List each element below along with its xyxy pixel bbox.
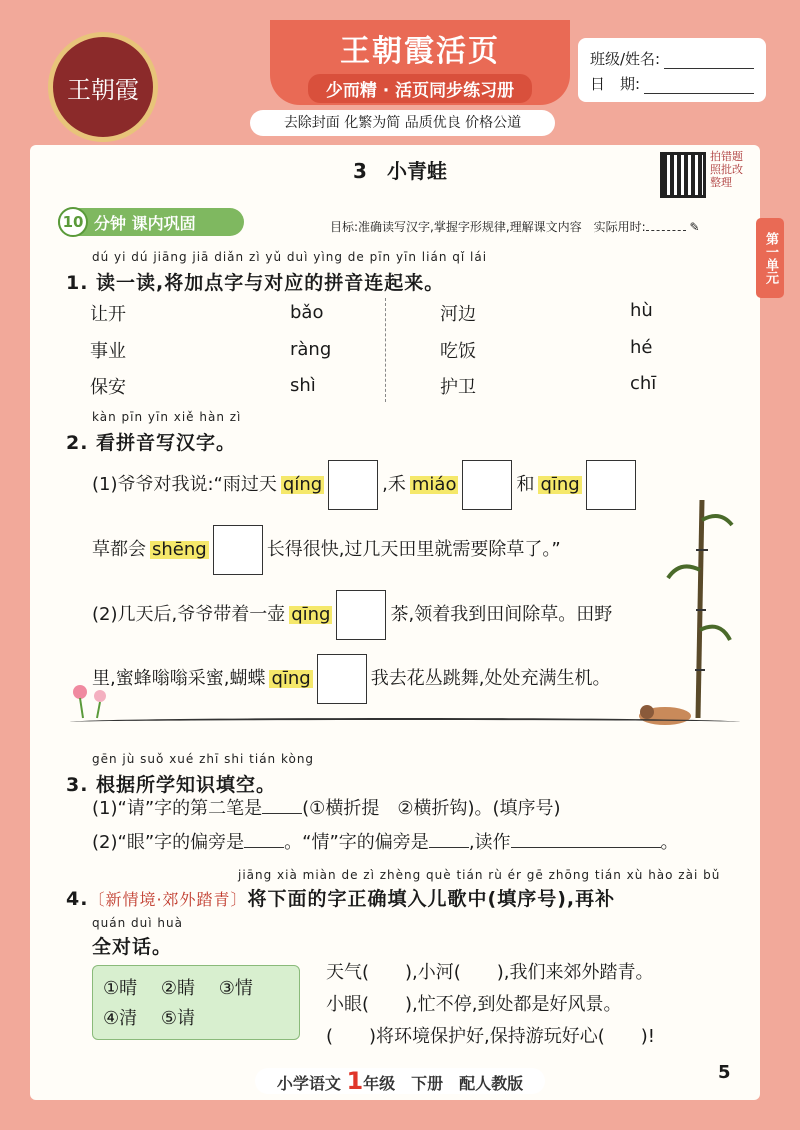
q1-right-pinyin: hù [630, 300, 653, 321]
ground-line [70, 718, 740, 726]
q4-pinyin: jiāng xià miàn de zì zhèng què tián rù ér gē zhōng tián xù hào zài bǔ [238, 868, 721, 882]
q4-option: ④清 [103, 1008, 138, 1029]
q1-right-word: 吃饭 [440, 341, 476, 362]
q2-line-4 [92, 652, 610, 706]
q2-l1b: ,禾 [382, 474, 406, 495]
q2-answer-box[interactable] [328, 460, 378, 510]
q2-answer-box[interactable] [462, 460, 512, 510]
q2-pinyin: kàn pīn yīn xiě hàn zì [92, 410, 242, 424]
section-badge [58, 208, 244, 236]
q2-pinyin-hint: qīng [291, 604, 331, 625]
q1-left-word: 事业 [90, 341, 126, 362]
q4-number: 4. [66, 888, 89, 910]
q1-left-pinyin: ràng [290, 339, 332, 360]
q1-right-pinyin: chī [630, 373, 657, 394]
q4-pinyin-2: quán duì huà [92, 916, 183, 930]
q1-right-pinyin: hé [630, 337, 653, 358]
q1-text: 1. 读一读,将加点字与对应的拼音连起来。 [66, 272, 445, 294]
q1-right-word: 护卫 [440, 377, 476, 398]
q3-l2a: (2)“眼”字的偏旁是 [92, 832, 245, 853]
q2-l4b: 我去花丛跳舞,处处充满生机。 [370, 668, 611, 689]
q1-left-pinyin: bǎo [290, 302, 324, 323]
q2-pinyin-hint: miáo [411, 474, 457, 495]
q4-text-1: 将下面的字正确填入儿歌中(填序号),再补 [247, 888, 616, 910]
q3-blank[interactable] [244, 847, 284, 848]
pencil-icon: ✎ [689, 220, 700, 234]
q3-l1: (1)“请”字的第二笔是 [92, 798, 263, 819]
q1-divider [385, 298, 386, 402]
footer-grade-text: 年级 下册 配人教版 [363, 1074, 524, 1093]
q4-text [66, 884, 615, 911]
q4-context-tag: 〔新情境·郊外踏青〕 [88, 890, 248, 909]
bamboo-illustration [660, 490, 740, 720]
lesson-title: 3 小青蛙 [353, 159, 447, 183]
q1-left-pinyin: shì [290, 375, 316, 396]
q4-option: ②睛 [160, 978, 196, 999]
q3-l2d: 。 [660, 832, 679, 853]
q1-right-word: 河边 [440, 304, 476, 325]
class-name-field[interactable] [664, 53, 754, 69]
q2-line-1 [92, 458, 636, 512]
q4-sentence-2: 小眼( ),忙不停,到处都是好风景。 [326, 994, 622, 1015]
q3-blank[interactable] [429, 847, 469, 848]
q1-pinyin: dú yi dú jiāng jiā diǎn zì yǔ duì yìng de pīn yīn lián qǐ lái [92, 250, 488, 264]
footer-subject: 小学语文 [276, 1074, 341, 1093]
q2-pinyin-hint: qíng [282, 474, 323, 495]
q4-options-box [92, 965, 300, 1040]
q2-answer-box[interactable] [213, 525, 263, 575]
q3-l1b: (①横折提 ②横折钩)。(填序号) [302, 798, 561, 819]
q2-l2b: 长得很快,过几天田里就需要除草了。” [266, 539, 561, 560]
qr-caption: 拍错题照批改整理 [710, 150, 743, 189]
q4-option: ③情 [218, 978, 253, 999]
slogan: 去除封面 化繁为简 品质优良 价格公道 [250, 110, 555, 136]
q4-option: ①晴 [103, 978, 138, 999]
logo-text: 王朝霞 [67, 75, 139, 104]
class-name-label: 班级/姓名: [590, 50, 661, 68]
q2-l3a: (2)几天后,爷爷带着一壶 [92, 604, 286, 625]
q2-answer-box[interactable] [586, 460, 636, 510]
q4-text-2: 全对话。 [92, 936, 173, 958]
q2-answer-box[interactable] [336, 590, 386, 640]
q1-left-word: 让开 [90, 304, 126, 325]
time-field[interactable] [646, 230, 686, 231]
q2-l1a: (1)爷爷对我说:“雨过天 [92, 474, 277, 495]
brand-banner [270, 20, 570, 105]
brand-subtitle: 少而精 · 活页同步练习册 [308, 74, 532, 103]
q4-sentence-3: ( )将环境保护好,保持游玩好心( )! [326, 1026, 656, 1047]
date-label: 日 期: [590, 75, 641, 93]
q3-line-1 [92, 800, 561, 818]
q3-pinyin: gēn jù suǒ xué zhī shi tián kòng [92, 752, 315, 766]
q2-pinyin-hint: qīng [540, 474, 580, 495]
q2-text: 2. 看拼音写汉字。 [66, 432, 237, 454]
qr-code-icon [660, 152, 706, 198]
q2-pinyin-hint: qīng [271, 668, 311, 689]
brand-title: 王朝霞活页 [340, 34, 500, 69]
q2-l1c: 和 [516, 474, 535, 495]
q2-answer-box[interactable] [317, 654, 367, 704]
q1-left-word: 保安 [90, 377, 126, 398]
footer-bar [255, 1068, 545, 1094]
q2-l3b: 茶,领着我到田间除草。田野 [390, 604, 613, 625]
q2-l4a: 里,蜜蜂嗡嗡采蜜,蝴蝶 [92, 668, 266, 689]
q3-line-2 [92, 834, 679, 852]
q2-l2a: 草都会 [92, 539, 146, 560]
goal-text: 目标:准确读写汉字,掌握字形规律,理解课文内容 实际用时: [330, 220, 646, 234]
footer-grade-number: 1 [346, 1067, 364, 1095]
q2-pinyin-hint: shēng [152, 539, 207, 560]
q2-line-2 [92, 523, 561, 577]
badge-label: 分钟 课内巩固 [94, 213, 196, 233]
student-info-box [578, 38, 766, 102]
q4-option: ⑤请 [160, 1008, 196, 1029]
section-goal [330, 218, 700, 235]
q3-l2b: 。“情”字的偏旁是 [284, 832, 429, 853]
q3-text: 3. 根据所学知识填空。 [66, 774, 277, 796]
unit-side-tab: 第一单元 [756, 218, 784, 298]
q3-blank[interactable] [262, 813, 302, 814]
brand-logo [48, 32, 158, 142]
q3-l2c: ,读作 [468, 832, 511, 853]
page-number: 5 [718, 1062, 731, 1083]
q3-blank[interactable] [511, 847, 661, 848]
flower-icon [65, 680, 125, 720]
date-field[interactable] [644, 78, 754, 94]
q2-line-3 [92, 588, 612, 642]
badge-number: 10 [58, 207, 88, 237]
q4-sentence-1: 天气( ),小河( ),我们来郊外踏青。 [326, 962, 654, 983]
